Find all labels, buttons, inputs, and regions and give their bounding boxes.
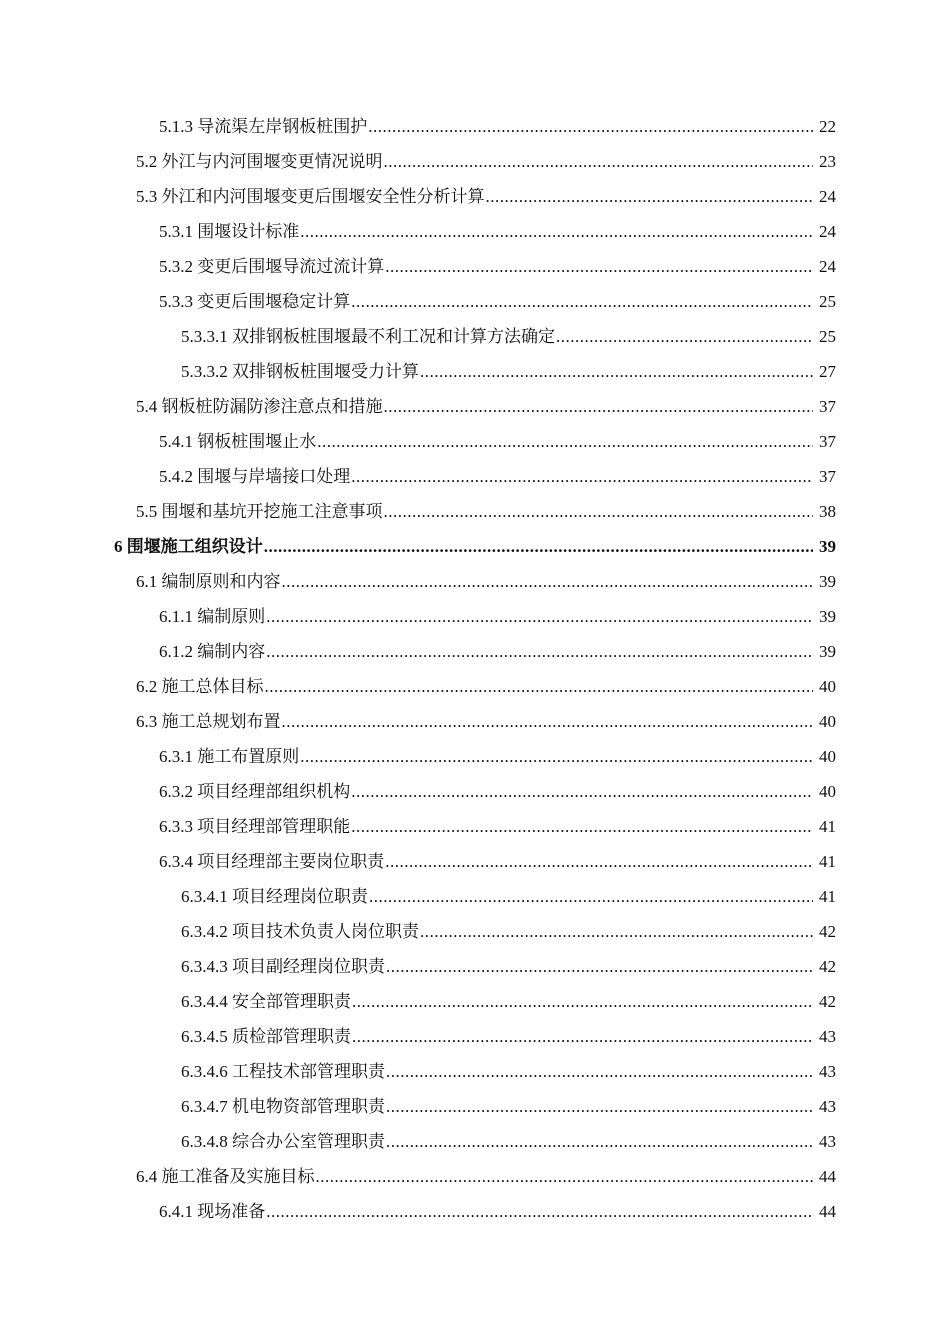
toc-dot-leader bbox=[385, 249, 813, 284]
toc-entry[interactable] bbox=[0, 634, 950, 669]
toc-entry[interactable] bbox=[0, 529, 950, 564]
toc-page-number: 24 bbox=[819, 222, 836, 241]
toc-entry[interactable] bbox=[0, 599, 950, 634]
toc-entry[interactable] bbox=[0, 704, 950, 739]
toc-entry-title: 5.3.1 围堰设计标准 bbox=[159, 222, 300, 241]
toc-page-number: 40 bbox=[819, 677, 836, 696]
toc-entry[interactable] bbox=[0, 179, 950, 214]
toc-entry-title: 6.3.4.3 项目副经理岗位职责 bbox=[181, 957, 385, 976]
toc-page-number: 37 bbox=[819, 467, 836, 486]
toc-page-number: 25 bbox=[819, 292, 836, 311]
toc-entry[interactable] bbox=[0, 424, 950, 459]
toc-entry-title: 6.3.4.6 工程技术部管理职责 bbox=[181, 1062, 385, 1081]
toc-entry-title: 6.2 施工总体目标 bbox=[136, 677, 264, 696]
toc-dot-leader bbox=[556, 319, 813, 354]
toc-entry-title: 6.3.4.8 综合办公室管理职责 bbox=[181, 1132, 385, 1151]
toc-dot-leader bbox=[265, 669, 814, 704]
toc-page-number: 39 bbox=[819, 572, 836, 591]
toc-page-number: 43 bbox=[819, 1132, 836, 1151]
toc-page-number: 44 bbox=[819, 1202, 836, 1221]
toc-page-number: 27 bbox=[819, 362, 836, 381]
toc-dot-leader bbox=[317, 424, 813, 459]
toc-entry-title: 6.3.4.4 安全部管理职责 bbox=[181, 992, 351, 1011]
toc-dot-leader bbox=[351, 774, 813, 809]
toc-page-number: 37 bbox=[819, 397, 836, 416]
toc-dot-leader bbox=[300, 214, 813, 249]
toc-entry-title: 6.3.2 项目经理部组织机构 bbox=[159, 782, 351, 801]
toc-page-number: 42 bbox=[819, 957, 836, 976]
toc-page-number: 41 bbox=[819, 852, 836, 871]
toc-entry[interactable] bbox=[0, 1194, 950, 1229]
toc-dot-leader bbox=[266, 1194, 813, 1229]
toc-page-number: 43 bbox=[819, 1097, 836, 1116]
toc-dot-leader bbox=[351, 284, 813, 319]
toc-entry[interactable] bbox=[0, 879, 950, 914]
toc-dot-leader bbox=[351, 459, 813, 494]
toc-page-number: 22 bbox=[819, 117, 836, 136]
toc-dot-leader bbox=[282, 704, 814, 739]
toc-dot-leader bbox=[384, 144, 814, 179]
toc-entry-title: 6.3.4 项目经理部主要岗位职责 bbox=[159, 852, 385, 871]
toc-entry-title: 6.3.4.1 项目经理岗位职责 bbox=[181, 887, 368, 906]
toc-entry-title: 5.3.3.1 双排钢板桩围堰最不利工况和计算方法确定 bbox=[181, 327, 555, 346]
toc-dot-leader bbox=[316, 1159, 814, 1194]
toc-page-number: 24 bbox=[819, 187, 836, 206]
toc-entry[interactable] bbox=[0, 249, 950, 284]
toc-dot-leader bbox=[386, 1124, 813, 1159]
toc-entry[interactable] bbox=[0, 844, 950, 879]
toc-entry[interactable] bbox=[0, 1089, 950, 1124]
toc-entry[interactable] bbox=[0, 354, 950, 389]
toc-entry[interactable] bbox=[0, 319, 950, 354]
toc-entry-title: 6.4 施工准备及实施目标 bbox=[136, 1167, 315, 1186]
toc-page-number: 37 bbox=[819, 432, 836, 451]
toc-dot-leader bbox=[385, 844, 813, 879]
toc-entry-title: 5.4.2 围堰与岸墙接口处理 bbox=[159, 467, 351, 486]
toc-entry[interactable] bbox=[0, 984, 950, 1019]
toc-entry[interactable] bbox=[0, 494, 950, 529]
toc-entry-title: 6.3.4.2 项目技术负责人岗位职责 bbox=[181, 922, 419, 941]
toc-dot-leader bbox=[384, 494, 814, 529]
toc-dot-leader bbox=[420, 354, 813, 389]
toc-page-number: 42 bbox=[819, 922, 836, 941]
toc-dot-leader bbox=[282, 564, 814, 599]
toc-entry[interactable] bbox=[0, 949, 950, 984]
toc-entry[interactable] bbox=[0, 109, 950, 144]
toc-entry[interactable] bbox=[0, 1159, 950, 1194]
toc-page-number: 40 bbox=[819, 747, 836, 766]
toc-dot-leader bbox=[384, 389, 814, 424]
toc-page-number: 42 bbox=[819, 992, 836, 1011]
toc-page-number: 44 bbox=[819, 1167, 836, 1186]
toc-entry-title: 5.2 外江与内河围堰变更情况说明 bbox=[136, 152, 383, 171]
toc-page-number: 40 bbox=[819, 712, 836, 731]
toc-entry[interactable] bbox=[0, 144, 950, 179]
toc-dot-leader bbox=[386, 1054, 813, 1089]
toc-entry-title: 6.3.4.7 机电物资部管理职责 bbox=[181, 1097, 385, 1116]
toc-dot-leader bbox=[264, 529, 813, 564]
toc-entry-title: 6.3.4.5 质检部管理职责 bbox=[181, 1027, 351, 1046]
toc-page-number: 39 bbox=[819, 537, 836, 556]
toc-entry-title: 5.4.1 钢板桩围堰止水 bbox=[159, 432, 317, 451]
toc-entry[interactable] bbox=[0, 774, 950, 809]
toc-entry[interactable] bbox=[0, 1054, 950, 1089]
toc-entry-title: 6.3.1 施工布置原则 bbox=[159, 747, 300, 766]
toc-page-number: 43 bbox=[819, 1027, 836, 1046]
toc-entry[interactable] bbox=[0, 1019, 950, 1054]
toc-dot-leader bbox=[266, 634, 813, 669]
toc-entry-title: 5.3.2 变更后围堰导流过流计算 bbox=[159, 257, 385, 276]
toc-page-number: 43 bbox=[819, 1062, 836, 1081]
toc-entry[interactable] bbox=[0, 459, 950, 494]
toc-entry-title: 5.3.3.2 双排钢板桩围堰受力计算 bbox=[181, 362, 419, 381]
toc-page-number: 25 bbox=[819, 327, 836, 346]
toc-dot-leader bbox=[386, 1089, 813, 1124]
toc-dot-leader bbox=[386, 949, 813, 984]
toc-page-number: 41 bbox=[819, 887, 836, 906]
toc-entry-title: 5.4 钢板桩防漏防渗注意点和措施 bbox=[136, 397, 383, 416]
toc-dot-leader bbox=[351, 809, 813, 844]
toc-page-number: 23 bbox=[819, 152, 836, 171]
toc-entry-title: 6.1.2 编制内容 bbox=[159, 642, 266, 661]
toc-entry[interactable] bbox=[0, 389, 950, 424]
toc-entry[interactable] bbox=[0, 564, 950, 599]
toc-page-number: 41 bbox=[819, 817, 836, 836]
toc-dot-leader bbox=[486, 179, 814, 214]
toc-entry[interactable] bbox=[0, 1124, 950, 1159]
toc-dot-leader bbox=[266, 599, 813, 634]
toc-page-number: 39 bbox=[819, 607, 836, 626]
toc-dot-leader bbox=[420, 914, 813, 949]
toc-entry[interactable] bbox=[0, 669, 950, 704]
toc-page-number: 39 bbox=[819, 642, 836, 661]
toc-entry[interactable] bbox=[0, 214, 950, 249]
toc-entry-title: 6.1.1 编制原则 bbox=[159, 607, 266, 626]
toc-entry-title: 5.3 外江和内河围堰变更后围堰安全性分析计算 bbox=[136, 187, 485, 206]
toc-entry[interactable] bbox=[0, 739, 950, 774]
toc-entry-title: 5.5 围堰和基坑开挖施工注意事项 bbox=[136, 502, 383, 521]
toc-entry-title: 6.4.1 现场准备 bbox=[159, 1202, 266, 1221]
table-of-contents bbox=[0, 109, 950, 1229]
toc-dot-leader bbox=[352, 1019, 813, 1054]
toc-entry-title: 6.1 编制原则和内容 bbox=[136, 572, 281, 591]
toc-dot-leader bbox=[369, 879, 813, 914]
toc-page-number: 24 bbox=[819, 257, 836, 276]
toc-dot-leader bbox=[352, 984, 813, 1019]
toc-entry-title: 5.1.3 导流渠左岸钢板桩围护 bbox=[159, 117, 368, 136]
toc-entry-title: 6.3.3 项目经理部管理职能 bbox=[159, 817, 351, 836]
toc-page-number: 40 bbox=[819, 782, 836, 801]
toc-entry-title: 6.3 施工总规划布置 bbox=[136, 712, 281, 731]
toc-entry-title: 6 围堰施工组织设计 bbox=[114, 537, 263, 556]
toc-entry[interactable] bbox=[0, 914, 950, 949]
toc-entry[interactable] bbox=[0, 809, 950, 844]
toc-page-number: 38 bbox=[819, 502, 836, 521]
toc-dot-leader bbox=[300, 739, 813, 774]
toc-entry-title: 5.3.3 变更后围堰稳定计算 bbox=[159, 292, 351, 311]
toc-entry[interactable] bbox=[0, 284, 950, 319]
toc-dot-leader bbox=[368, 109, 813, 144]
